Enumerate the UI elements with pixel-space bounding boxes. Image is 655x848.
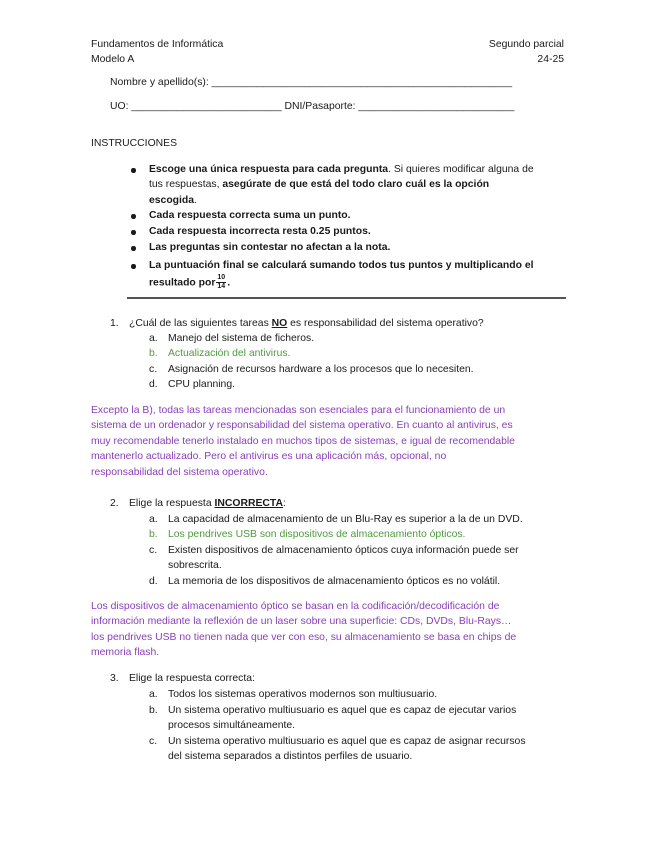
q1-option-b-letter: b.: [149, 348, 158, 359]
instruction-1-line-1: Escoge una única respuesta para cada pregunta. Si quieres modificar alguna de: [149, 164, 534, 175]
q2-text: Elige la respuesta INCORRECTA:: [129, 498, 286, 509]
q1-option-a[interactable]: Manejo del sistema de ficheros.: [168, 333, 315, 344]
academic-year: 24-25: [537, 54, 564, 65]
q2-option-c-continued: sobrescrita.: [168, 560, 222, 571]
course-title: Fundamentos de Informática: [91, 39, 224, 50]
bullet-icon: [131, 246, 136, 251]
exam-model: Modelo A: [91, 54, 135, 65]
q1-explanation-line: mantenerlo actualizado. Pero el antivirus es una aplicación más, opcional, no: [91, 451, 447, 462]
q2-option-c-letter: c.: [149, 545, 158, 556]
q2-option-b-letter: b.: [149, 529, 158, 540]
q2-option-d[interactable]: La memoria de los dispositivos de almacenamiento ópticos es no volátil.: [168, 576, 501, 587]
q2-number: 2.: [110, 498, 119, 509]
q2-option-a[interactable]: La capacidad de almacenamiento de un Blu-Ray es superior a la de un DVD.: [168, 514, 523, 525]
bullet-icon: [131, 214, 136, 219]
q2-explanation-line: los pendrives USB no tienen nada que ver con eso, su almacenamiento se basa en chips de: [91, 632, 517, 643]
q1-text: ¿Cuál de las siguientes tareas NO es responsabilidad del sistema operativo?: [129, 318, 484, 329]
q1-option-d[interactable]: CPU planning.: [168, 379, 236, 390]
q3-option-a[interactable]: Todos los sistemas operativos modernos son multiusuario.: [168, 689, 438, 700]
q1-explanation-line: responsabilidad del sistema operativo.: [91, 467, 268, 478]
instruction-4: Las preguntas sin contestar no afectan a la nota.: [149, 242, 391, 253]
instruction-5-line-2: resultado por $\frac{10}{14}$ .: [149, 274, 231, 290]
q3-text: Elige la respuesta correcta:: [129, 673, 255, 684]
q2-option-d-letter: d.: [149, 576, 158, 587]
q3-option-c[interactable]: Un sistema operativo multiusuario es aquel que es capaz de asignar recursos: [168, 736, 526, 747]
instructions-title: INSTRUCCIONES: [91, 138, 178, 149]
uo-dni-field[interactable]: UO: __________________________ DNI/Pasaporte: ___________________________: [110, 101, 515, 112]
bullet-icon: [131, 168, 136, 173]
q3-option-b-continued: procesos simultáneamente.: [168, 720, 296, 731]
q3-number: 3.: [110, 673, 119, 684]
q1-option-c[interactable]: Asignación de recursos hardware a los procesos que lo necesiten.: [168, 364, 474, 375]
instruction-2: Cada respuesta correcta suma un punto.: [149, 210, 351, 221]
bullet-icon: [131, 264, 136, 269]
q2-option-c[interactable]: Existen dispositivos de almacenamiento ópticos cuya información puede ser: [168, 545, 519, 556]
name-field[interactable]: Nombre y apellido(s): ____________________________________________________: [110, 77, 513, 88]
divider: [127, 297, 566, 299]
q3-option-c-continued: del sistema separados a distintos perfiles de usuario.: [168, 751, 413, 762]
q3-option-b[interactable]: Un sistema operativo multiusuario es aquel que es capaz de ejecutar varios: [168, 705, 517, 716]
q2-option-b[interactable]: Los pendrives USB son dispositivos de almacenamiento ópticos.: [168, 529, 466, 540]
q2-option-a-letter: a.: [149, 514, 158, 525]
q2-explanation-line: Los dispositivos de almacenamiento óptico se basan en la codificación/decodificación de: [91, 601, 500, 612]
instruction-5-line-1: La puntuación final se calculará sumando todos tus puntos y multiplicando el: [149, 260, 534, 271]
instruction-1-line-3: escogida.: [149, 195, 197, 206]
q1-option-a-letter: a.: [149, 333, 158, 344]
q1-option-c-letter: c.: [149, 364, 158, 375]
exam-name: Segundo parcial: [488, 39, 564, 50]
q3-option-a-letter: a.: [149, 689, 158, 700]
q3-option-c-letter: c.: [149, 736, 158, 747]
q3-option-b-letter: b.: [149, 705, 158, 716]
q2-explanation-line: memoria flash.: [91, 647, 160, 658]
instruction-1-line-2: tus respuestas, asegúrate de que está del todo claro cuál es la opción: [149, 179, 490, 190]
instruction-3: Cada respuesta incorrecta resta 0.25 puntos.: [149, 226, 371, 237]
fraction: $\frac{10}{14}$: [217, 274, 226, 290]
q2-explanation-line: información mediante la reflexión de un laser sobre una superficie: CDs, DVDs, Blu-Rays…: [91, 616, 512, 627]
q1-explanation-line: muy recomendable tenerlo instalado en muchos tipos de sistemas, e igual de recomendable: [91, 436, 515, 447]
q1-explanation-line: sistema de un ordenador y responsabilidad del sistema operativo. En cuanto al antivirus, es: [91, 420, 513, 431]
q1-option-b[interactable]: Actualización del antivirus.: [168, 348, 291, 359]
q1-explanation-line: Excepto la B), todas las tareas mencionadas son esenciales para el funcionamiento de un: [91, 405, 506, 416]
q1-option-d-letter: d.: [149, 379, 158, 390]
q1-number: 1.: [110, 318, 119, 329]
bullet-icon: [131, 230, 136, 235]
